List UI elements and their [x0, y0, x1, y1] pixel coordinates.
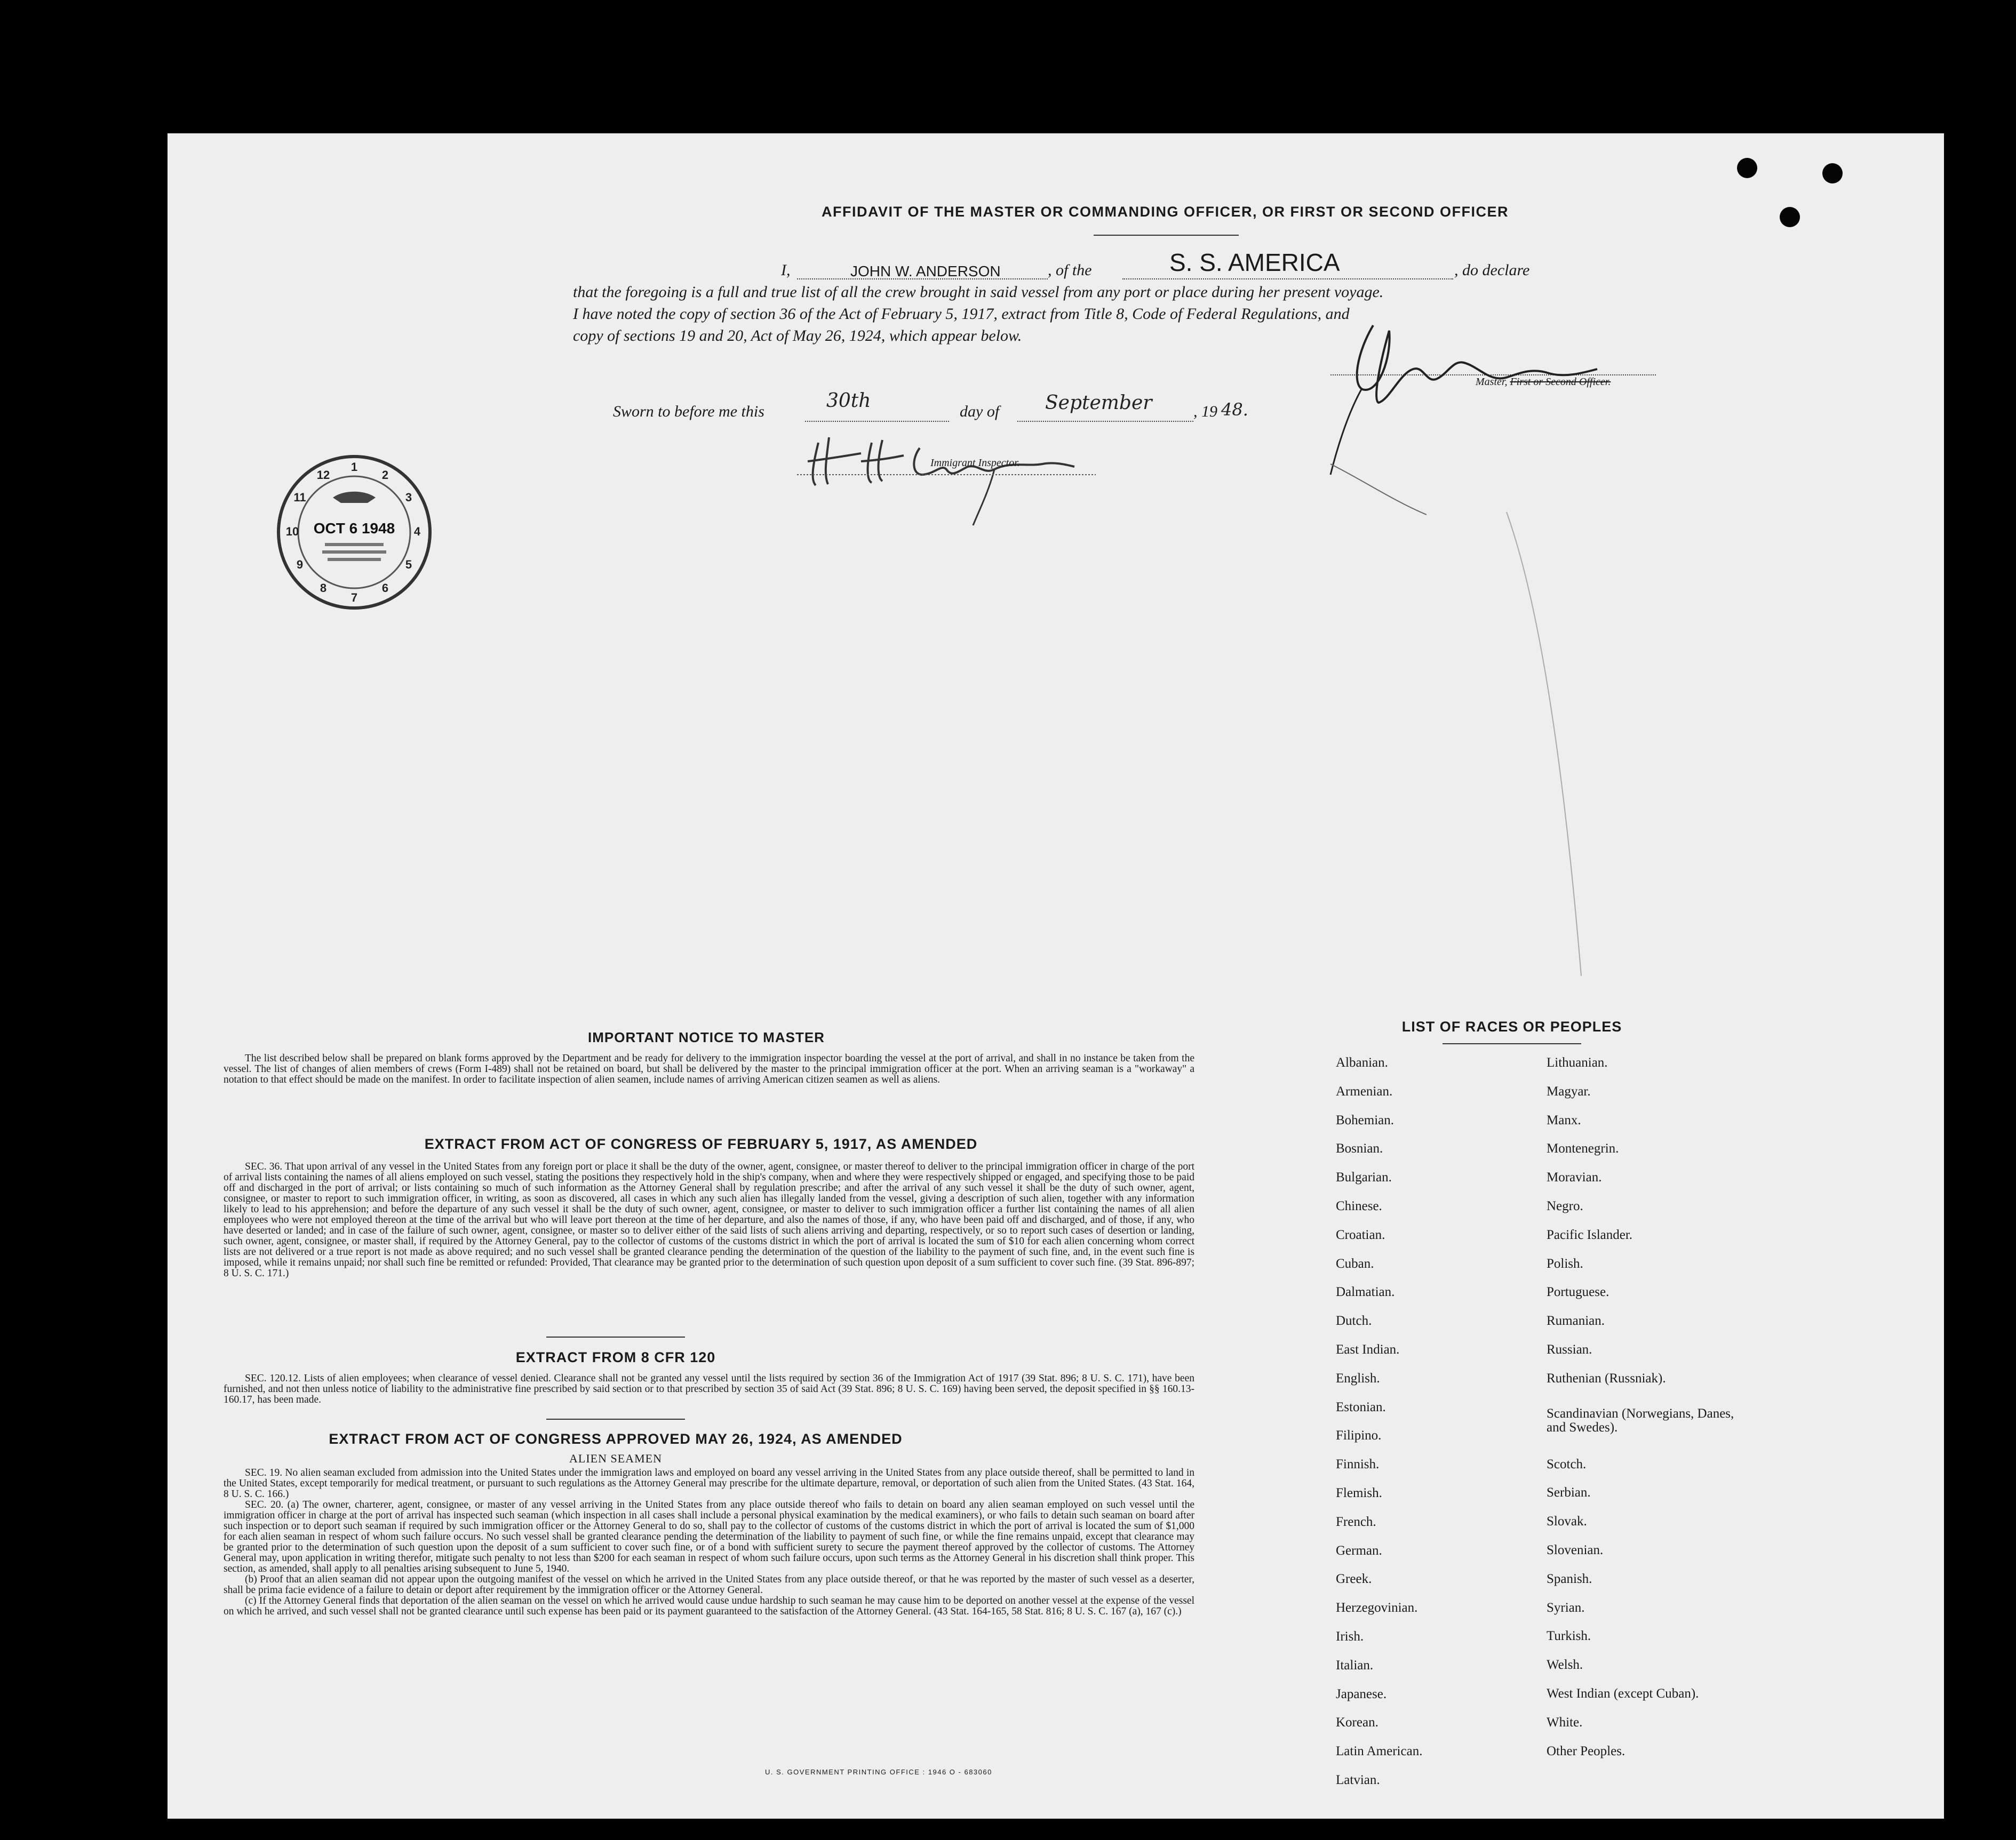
race-item: Other Peoples. [1547, 1743, 1625, 1758]
punch-hole [1822, 163, 1843, 183]
extract-1924-title: EXTRACT FROM ACT OF CONGRESS APPROVED MAY 26, 1924, AS AMENDED [329, 1431, 903, 1447]
title-rule [1094, 235, 1239, 236]
race-item: Scandinavian (Norwegians, Danes, and Swedes). [1547, 1406, 1734, 1435]
stamp-number: 11 [293, 491, 306, 504]
race-item: Herzegovinian. [1336, 1601, 1418, 1615]
signature-caption-prefix: Master, [1476, 376, 1508, 388]
race-item: Moravian. [1547, 1170, 1602, 1185]
declaration-of-the: , of the [1048, 261, 1092, 279]
race-item: German. [1336, 1543, 1382, 1558]
race-item: Filipino. [1336, 1428, 1382, 1443]
race-item: Bulgarian. [1336, 1170, 1392, 1185]
race-item: Armenian. [1336, 1084, 1393, 1099]
race-item: Bohemian. [1336, 1113, 1395, 1127]
stamp-number: 7 [350, 591, 358, 604]
punch-hole [1737, 158, 1757, 178]
race-item: Slovak. [1547, 1514, 1587, 1529]
races-rule [1443, 1043, 1581, 1044]
race-item: Irish. [1336, 1629, 1364, 1644]
signature-caption-struck: First or Second Officer. [1510, 376, 1611, 388]
race-item: Slovenian. [1547, 1542, 1604, 1557]
notice-text: The list described below shall be prepared on blank forms approved by the Department and be ready for delivery to the immigration inspector boarding the vessel at the port of arrival, and shall in no instance be taken from the vessel. The list of changes of alien members of crews (Form I-489) shall not be retained on board, but shall be delivered by the master to the principal immigration officer at the port. When an arriving seaman is a "workaway" a notation to that effect should be made on the manifest. In order to facilitate inspection of alien seamen, include names of arriving American citizen seamen as well as aliens. [224, 1053, 1194, 1085]
inspector-signature [797, 411, 1106, 528]
race-item: Negro. [1547, 1198, 1583, 1213]
affidavit-title: AFFIDAVIT OF THE MASTER OR COMMANDING OFFICER, OR FIRST OR SECOND OFFICER [822, 204, 1509, 220]
race-item: Finnish. [1336, 1457, 1380, 1472]
stamp-number: 1 [350, 460, 358, 474]
document-page [168, 133, 1944, 1819]
race-item: Pacific Islander. [1547, 1227, 1633, 1242]
extract-8cfr-text: SEC. 120.12. Lists of alien employees; when clearance of vessel denied. Clearance shall not be granted any vessel until the lists required by section 36 of the Immigration Act of 1917 (39 Stat. 896; 8 U. S. C. 171), have been furnished, and not then unless notice of liability to the administrative fine prescribed by said section or to that prescribed by section 35 of said Act (39 Stat. 896; 8 U. S. C. 169) having been served, the deposit specified in §§ 160.13-160.17, has been made. [224, 1373, 1194, 1405]
pencil-mark [1501, 507, 1608, 987]
extract-1917-title: EXTRACT FROM ACT OF CONGRESS OF FEBRUARY 5, 1917, AS AMENDED [424, 1136, 978, 1152]
race-item: Spanish. [1547, 1571, 1592, 1586]
sworn-month: September [1045, 392, 1152, 414]
inspector-caption: Immigrant Inspector. [930, 457, 1020, 469]
stamp-date: OCT 6 1948 [313, 520, 395, 537]
race-item: Korean. [1336, 1715, 1378, 1730]
stamp-number: 10 [285, 525, 299, 538]
race-item: Welsh. [1547, 1658, 1583, 1673]
race-item: West Indian (except Cuban). [1547, 1686, 1699, 1701]
race-item: Montenegrin. [1547, 1141, 1619, 1156]
sec-20b-text: (b) Proof that an alien seaman did not appear upon the outgoing manifest of the vessel on which he arrived in the United States from any place outside thereof, or that he was reported by the master of such vessel as a deserter, shall be prima facie evidence of a failure to detain or deport after requirement by the immigration officer or the Attorney General. [224, 1574, 1194, 1596]
race-item: Portuguese. [1547, 1285, 1609, 1300]
sworn-year-prefix: , 19 [1193, 403, 1217, 420]
race-item: Albanian. [1336, 1055, 1388, 1070]
sworn-prefix: Sworn to before me this [613, 403, 764, 420]
stamp-number: 3 [405, 491, 412, 504]
race-item: Russian. [1547, 1342, 1592, 1357]
race-item: White. [1547, 1715, 1583, 1730]
vessel-name-line [1122, 278, 1453, 279]
master-name: JOHN W. ANDERSON [850, 263, 1001, 279]
stamp-number: 2 [381, 468, 389, 482]
race-item: Rumanian. [1547, 1314, 1605, 1329]
sec-20a-text: SEC. 20. (a) The owner, charterer, agent, consignee, or master of any vessel arriving in the United States from any place outside thereof who fails to detain on board any alien seaman employed on such vessel until the immigration officer in charge at the port of arrival has inspected such seaman (which inspection in all cases shall include a personal physical examination by the medical examiners), or who fails to detain such seaman on board after such inspection or to deport such seaman if required by such immigration officer or the Attorney General to do so, shall pay to the collector of customs of the customs district in which the port of arrival is located the sum of $1,000 for each alien seaman in respect of whom such failure occurs. No such vessel shall be granted clearance pending the determination of the liability to payment of such fine, or while the fine remains unpaid, except that clearance may be granted prior to the determination of such question upon the deposit of a sum sufficient to cover such fine, or of a bond with sufficient surety to secure the payment thereof approved by the collector of customs. The Attorney General may, upon application in writing therefor, mitigate such penalty to not less than $200 for each seaman in respect of whom such failure occurs, upon such terms as the Attorney General in his discretion shall think proper. This section, as amended, shall apply to all penalties arising subsequent to June 5, 1940. [224, 1499, 1194, 1574]
race-item: Scotch. [1547, 1457, 1587, 1471]
race-item: Flemish. [1336, 1485, 1382, 1500]
race-item: Manx. [1547, 1113, 1581, 1127]
race-item: Ruthenian (Russniak). [1547, 1371, 1666, 1386]
signature-caption [1476, 376, 1611, 388]
race-item: Greek. [1336, 1572, 1372, 1587]
section-rule [546, 1419, 685, 1420]
declaration-line-3: I have noted the copy of section 36 of the Act of February 5, 1917, extract from Title 8, Code of Federal Regulations, and [573, 305, 1350, 323]
stamp-number: 4 [413, 525, 421, 538]
received-date-stamp [274, 452, 434, 612]
vessel-name: S. S. AMERICA [1169, 249, 1340, 276]
race-item: Polish. [1547, 1256, 1583, 1271]
race-item: English. [1336, 1371, 1380, 1386]
race-item: Syrian. [1547, 1600, 1585, 1615]
stamp-number: 9 [296, 558, 304, 571]
race-item: Bosnian. [1336, 1141, 1383, 1156]
stamp-number: 8 [320, 581, 327, 595]
sworn-year: 48. [1221, 399, 1248, 420]
notice-title: IMPORTANT NOTICE TO MASTER [588, 1029, 825, 1045]
sworn-day: 30th [826, 390, 871, 412]
declaration-line-2: that the foregoing is a full and true list of all the crew brought in said vessel from any port or place during her present voyage. [573, 283, 1384, 301]
race-item: Turkish. [1547, 1629, 1591, 1644]
race-item: Magyar. [1547, 1084, 1591, 1099]
sec-19-text: SEC. 19. No alien seaman excluded from admission into the United States under the immigration laws and employed on board any vessel arriving in the United States from any place outside thereof, shall be permitted to land in the United States, except temporarily for medical treatment, or pursuant to such regulations as the Attorney General may prescribe for the ultimate departure, removal, or deportation of such alien from the United States. (43 Stat. 164, 8 U. S. C. 166.) [224, 1467, 1194, 1500]
race-item: Estonian. [1336, 1399, 1386, 1414]
sec-20c-text: (c) If the Attorney General finds that deportation of the alien seaman on the vessel on which he arrived would cause undue hardship to such seaman he may cause him to be deported on another vessel at the expense of the vessel on which he arrived, and such vessel shall not be granted clearance until such expense has been paid or its payment guaranteed to the satisfaction of the Attorney General. (43 Stat. 164-165, 58 Stat. 816; 8 U. S. C. 167 (a), 167 (c).) [224, 1595, 1194, 1617]
race-item: Japanese. [1336, 1686, 1387, 1701]
declaration-i: I, [781, 261, 791, 279]
race-item: Cuban. [1336, 1256, 1374, 1271]
races-title: LIST OF RACES OR PEOPLES [1401, 1019, 1622, 1035]
section-rule [546, 1337, 685, 1338]
races-right-column [1547, 1056, 1771, 1773]
extract-1924-subtitle: ALIEN SEAMEN [569, 1452, 662, 1465]
extract-1917-text: SEC. 36. That upon arrival of any vessel in the United States from any foreign port or place it shall be the duty of the owner, agent, consignee, or master thereof to deliver to the principal immigration officer in charge of the port of arrival lists containing the names of all aliens employed on such vessel, stating the positions they respectively hold in the ship's company, when and where they were respectively shipped or engaged, and specifying those to be paid off and discharged in the port of arrival; or lists containing so much of such information as the Attorney General shall by regulation prescribe; and after the arrival of any such vessel it shall be the duty of such owner, agent, consignee, or master to report to such immigration officer, in writing, as soon as discovered, all cases in which any such alien has illegally landed from the vessel, giving a description of such alien, together with any information likely to lead to his apprehension; and before the departure of any such vessel it shall be the duty of such owner, agent, consignee, or master to deliver to such immigration officer a further list containing the names of all alien employees who were not employed thereon at the time of the arrival but who will leave port thereon at the time of her departure, and also the names of those, if any, who have been paid off and discharged, and of those, if any, who have deserted or landed; and in case of the failure of such owner, agent, consignee, or master so to deliver either of the said lists of such aliens arriving and departing, respectively, or so to report such cases of desertion or landing, such owner, agent, consignee, or master shall, if required by the Attorney General, pay to the collector of customs of the customs district in which the port of arrival is located the sum of $10 for each alien concerning whom correct lists are not delivered or a true report is not made as above required; and no such vessel shall be granted clearance pending the determination of the question of the liability to the payment of such fine, and, in the event such fine is imposed, while it remains unpaid; nor shall such fine be remitted or refunded: Provided, That clearance may be granted prior to the determination of such question upon deposit of a sum sufficient to cover such fine. (39 Stat. 896-897; 8 U. S. C. 171.) [224, 1161, 1194, 1279]
declaration-line-4: copy of sections 19 and 20, Act of May 26, 1924, which appear below. [573, 327, 1022, 345]
race-item: Latin American. [1336, 1744, 1423, 1759]
race-item: Serbian. [1547, 1485, 1591, 1500]
sworn-day-of: day of [960, 403, 1000, 420]
punch-hole [1780, 207, 1800, 227]
race-item: Dutch. [1336, 1314, 1372, 1329]
race-item: Latvian. [1336, 1772, 1380, 1787]
stamp-number: 6 [381, 581, 389, 595]
stamp-number: 5 [405, 558, 412, 571]
extract-1924-body [224, 1468, 1194, 1617]
declaration-do-declare: , do declare [1454, 261, 1530, 279]
race-item: Croatian. [1336, 1227, 1385, 1242]
extract-8cfr-title: EXTRACT FROM 8 CFR 120 [515, 1349, 716, 1365]
printer-imprint: U. S. GOVERNMENT PRINTING OFFICE : 1946 O - 683060 [765, 1768, 992, 1776]
race-item: Dalmatian. [1336, 1285, 1395, 1300]
race-item: East Indian. [1336, 1342, 1400, 1357]
race-item: Lithuanian. [1547, 1055, 1608, 1070]
races-left-column [1336, 1056, 1422, 1802]
race-item: Chinese. [1336, 1198, 1382, 1213]
race-item: Italian. [1336, 1658, 1374, 1673]
stamp-number: 12 [316, 468, 330, 482]
race-item: French. [1336, 1514, 1376, 1529]
